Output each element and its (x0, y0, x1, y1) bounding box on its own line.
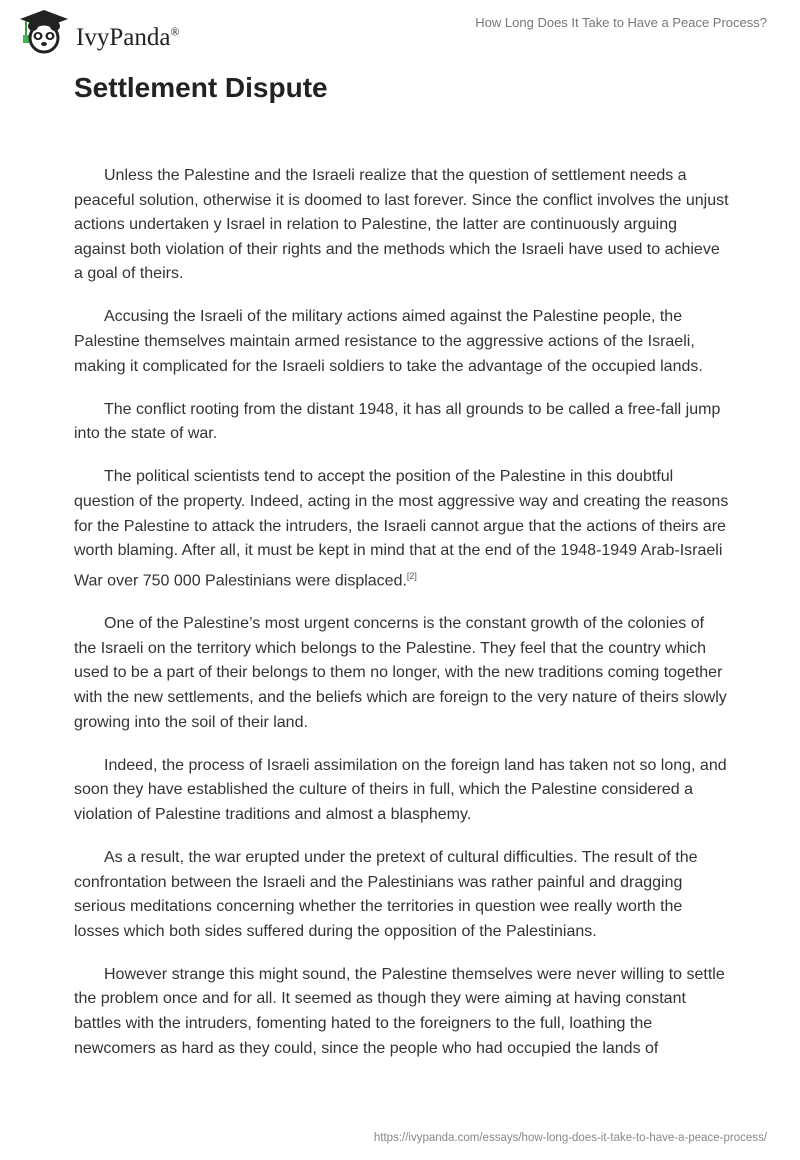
section-heading: Settlement Dispute (74, 72, 328, 103)
paragraph: As a result, the war erupted under the pretext of cultural difficulties. The result of the confrontation between the Israeli and the Palestinians was rather painful and dragging serious meditations concerning whether the territories in question wee really worth the losses which both sides suffered during the opposition of the Palestinians. (74, 848, 698, 940)
paragraph-text: The political scientists tend to accept the position of the Palestine in this doubtful question of the property. Indeed, acting in the most aggressive way and creating the reasons for the Palestine to attack the intruders, the Israeli cannot argue that the actions of theirs are worth blaming. After all, it must be kept in mind that at the end of the 1948-1949 Arab-Israeli War over 750 000 Palestinians were displaced. (74, 468, 729, 590)
essay-body (74, 164, 730, 1080)
panda-graduate-icon (18, 8, 70, 54)
paragraph: The conflict rooting from the distant 1948, it has all grounds to be called a free-fall jump into the state of war. (74, 400, 721, 443)
paragraph: One of the Palestine’s most urgent concerns is the constant growth of the colonies of the Israeli on the territory which belongs to the Palestine. They feel that the country which used to be a part of their belongs to them no longer, with the new traditions coming together with the new settlements, and the beliefs which are foreign to the very nature of theirs slowly growing into the soil of their land. (74, 615, 727, 731)
ivypanda-logo[interactable] (18, 8, 180, 54)
source-url[interactable]: https://ivypanda.com/essays/how-long-does-it-take-to-have-a-peace-process/ (373, 1132, 767, 1144)
paragraph: However strange this might sound, the Palestine themselves were never willing to settle the problem once and for all. It seemed as though they were aiming at having constant battles with the intruders, fomenting hated to the foreigners to the full, loathing the newcomers as hard as they could, since the people who had occupied the lands of (74, 965, 725, 1057)
paragraph: Indeed, the process of Israeli assimilation on the foreign land has taken not so long, and soon they have established the culture of theirs in full, which the Palestine considered a violation of Palestine traditions and almost a blasphemy. (74, 756, 727, 823)
citation-link[interactable]: [2] (406, 570, 417, 581)
paragraph (74, 465, 730, 593)
brand-name: IvyPanda® (76, 24, 180, 51)
paragraph: Accusing the Israeli of the military actions aimed against the Palestine people, the Palestine themselves maintain armed resistance to the aggressive actions of the Israeli, making it complicated for the Israeli soldiers to take the advantage of the occupied lands. (74, 308, 703, 375)
paragraph: Unless the Palestine and the Israeli realize that the question of settlement needs a peaceful solution, otherwise it is doomed to last forever. Since the conflict involves the unjust actions undertaken y Israel in relation to Palestine, the latter are continuously arguing against both violation of their rights and the methods which the Israeli have used to achieve a goal of theirs. (74, 167, 729, 283)
document-title: How Long Does It Take to Have a Peace Process? (475, 15, 767, 30)
